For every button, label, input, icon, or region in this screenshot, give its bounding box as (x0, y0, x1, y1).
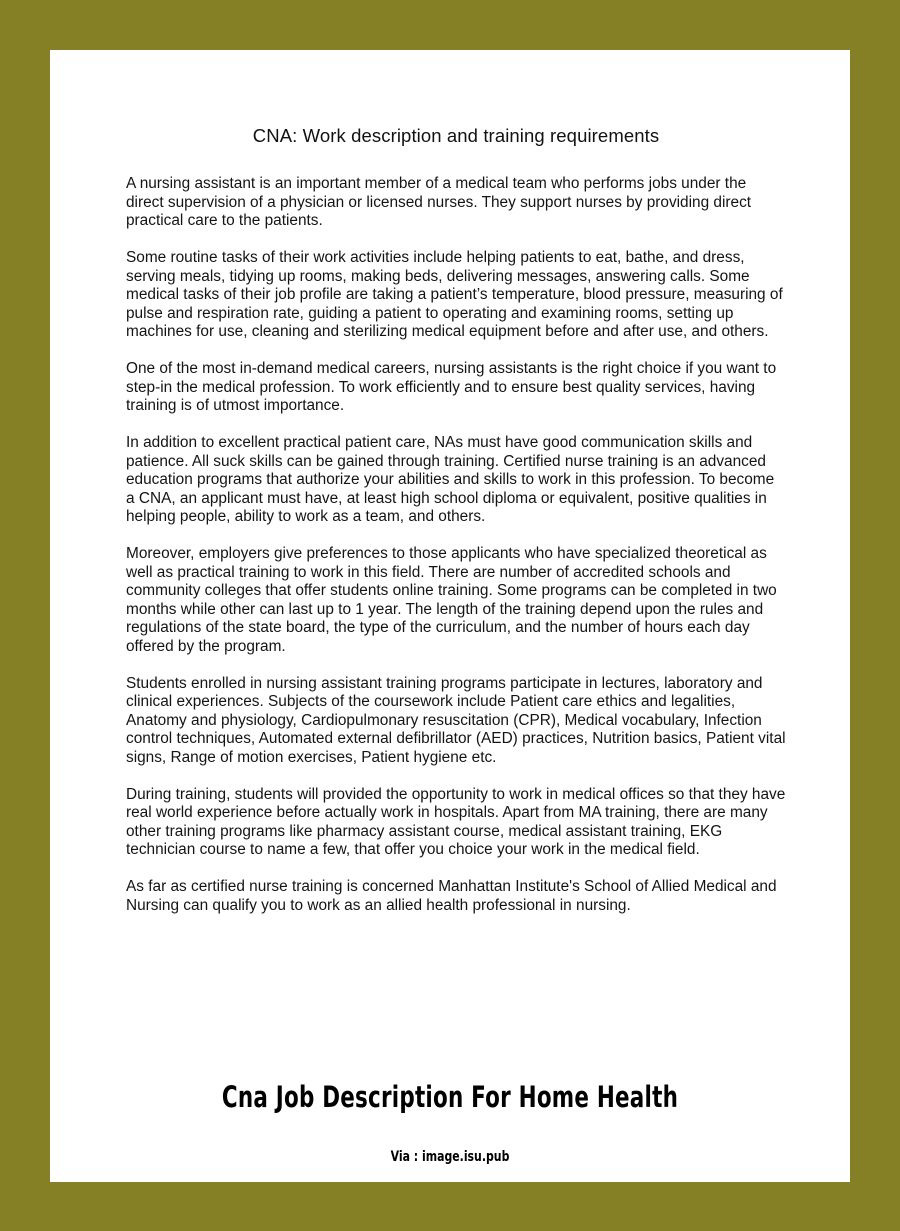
document-sheet (50, 50, 850, 1182)
paragraph: As far as certified nurse training is concerned Manhattan Institute's School of Allied Medical and Nursing can qualify you to work as an allied health professional in nursing. (126, 878, 777, 914)
paragraph: Some routine tasks of their work activities include helping patients to eat, bathe, and dress, serving meals, tidying up rooms, making beds, delivering messages, answering calls. Some medical tasks of their job profile are taking a patient’s temperature, blood pressure, measuring of pulse and respiration rate, guiding a patient to operating and examining rooms, setting up machines for use, cleaning and sterilizing medical equipment before and after use, and others. (126, 249, 783, 340)
document-content (126, 124, 786, 934)
document-title: CNA: Work description and training requirements (252, 125, 660, 146)
paragraph: During training, students will provided the opportunity to work in medical offices so that they have real world experience before actually work in hospitals. Apart from MA training, there are many other training programs like pharmacy assistant course, medical assistant training, EKG technician course to name a few, that offer you choice your work in the medical field. (126, 785, 786, 858)
caption-source: Via : image.isu.pub (390, 1149, 510, 1165)
paragraph: In addition to excellent practical patient care, NAs must have good communication skills and patience. All suck skills can be gained through training. Certified nurse training is an advanced education programs that authorize your abilities and skills to work in this profession. To become a CNA, an applicant must have, at least high school diploma or equivalent, positive qualities in helping people, ability to work as a team, and others. (126, 434, 775, 525)
paragraph: One of the most in-demand medical careers, nursing assistants is the right choice if you want to step-in the medical profession. To work efficiently and to ensure best quality services, having training is of utmost importance. (126, 360, 777, 414)
paragraph: A nursing assistant is an important member of a medical team who performs jobs under the direct supervision of a physician or licensed nurses. They support nurses by providing direct practical care to the patients. (126, 175, 752, 229)
paragraph: Students enrolled in nursing assistant training programs participate in lectures, laboratory and clinical experiences. Subjects of the coursework include Patient care ethics and legalities, Anatomy and physiology, Cardiopulmonary resuscitation (CPR), Medical vocabulary, Infection control techniques, Automated external defibrillator (AED) practices, Nutrition basics, Patient vital signs, Range of motion exercises, Patient hygiene etc. (126, 674, 786, 766)
paragraph: Moreover, employers give preferences to those applicants who have specialized theoretical as well as practical training to work in this field. There are number of accredited schools and community colleges that offer students online training. Some programs can be completed in two months while other can last up to 1 year. The length of the training depend upon the rules and regulations of the state board, the type of the curriculum, and the number of hours each day offered by the program. (126, 545, 777, 655)
caption-title: Cna Job Description For Home Health (221, 1080, 679, 1114)
document-body (126, 175, 786, 915)
